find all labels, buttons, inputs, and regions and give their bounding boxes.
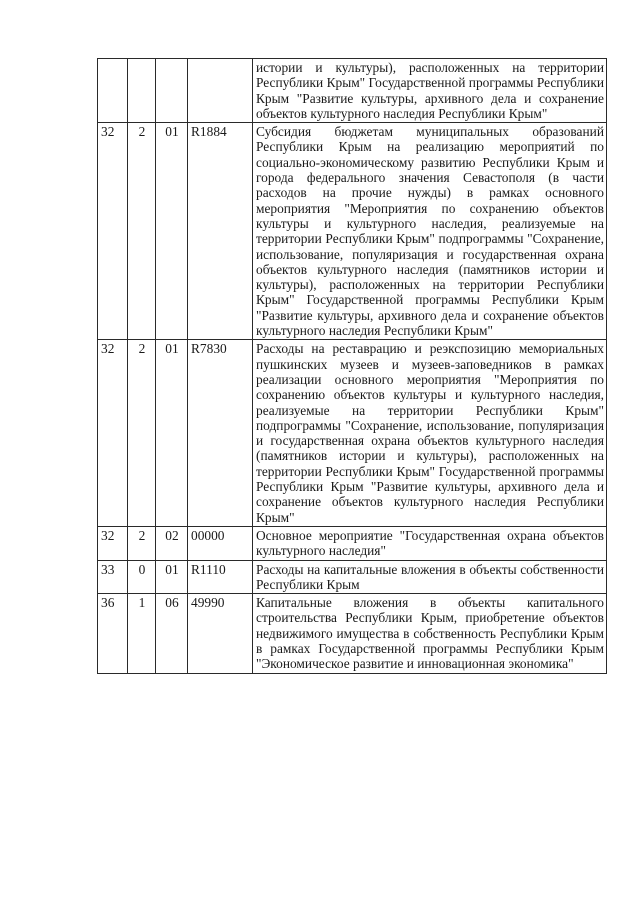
direction-code-cell [188, 59, 253, 123]
program-code-cell [98, 59, 128, 123]
subprogram-code-cell: 2 [128, 123, 156, 340]
description-cell: Расходы на реставрацию и реэкспозицию мемориальных пушкинских музеев и музеев-заповедников в рамках реализации основного мероприятия "Мероприятия по сохранению объектов культуры и культурного наследия, реализуемые на территории Республики Крым" подпрограммы "Сохранение, использование, популяризация и государственная охрана объектов культурного наследия (памятников истории и культуры), расположенных на территории Республики Крым" Государственной программы Республики Крым "Развитие культуры, архивного дела и сохранение объектов культурного наследия Республики Крым" [253, 340, 607, 527]
program-code-cell: 32 [98, 526, 128, 560]
direction-code-cell: R7830 [188, 340, 253, 527]
description-cell: истории и культуры), расположенных на территории Республики Крым" Государственной программы Республики Крым "Развитие культуры, архивного дела и сохранение объектов культурного наследия Республики Крым" [253, 59, 607, 123]
subprogram-code-cell: 1 [128, 594, 156, 673]
table-row [98, 123, 607, 340]
table-row [98, 526, 607, 560]
description-cell: Расходы на капитальные вложения в объекты собственности Республики Крым [253, 560, 607, 594]
event-code-cell: 01 [156, 123, 188, 340]
table-row [98, 594, 607, 673]
event-code-cell [156, 59, 188, 123]
table-row [98, 560, 607, 594]
direction-code-cell: R1110 [188, 560, 253, 594]
program-code-cell: 36 [98, 594, 128, 673]
event-code-cell: 02 [156, 526, 188, 560]
subprogram-code-cell: 2 [128, 340, 156, 527]
subprogram-code-cell [128, 59, 156, 123]
event-code-cell: 01 [156, 340, 188, 527]
direction-code-cell: 49990 [188, 594, 253, 673]
event-code-cell: 01 [156, 560, 188, 594]
event-code-cell: 06 [156, 594, 188, 673]
program-code-cell: 32 [98, 340, 128, 527]
description-cell: Субсидия бюджетам муниципальных образований Республики Крым на реализацию мероприятий по социально-экономическому развитию Республики Крым и города федерального значения Севастополя (в части расходов на прочие нужды) в рамках основного мероприятия "Мероприятия по сохранению объектов культуры и культурного наследия, реализуемые на территории Республики Крым" подпрограммы "Сохранение, использование, популяризация и государственная охрана объектов культурного наследия (памятников истории и культуры), расположенных на территории Республики Крым" Государственной программы Республики Крым "Развитие культуры, архивного дела и сохранение объектов культурного наследия Республики Крым" [253, 123, 607, 340]
description-cell: Основное мероприятие "Государственная охрана объектов культурного наследия" [253, 526, 607, 560]
program-code-cell: 33 [98, 560, 128, 594]
table-row [98, 340, 607, 527]
subprogram-code-cell: 0 [128, 560, 156, 594]
program-code-cell: 32 [98, 123, 128, 340]
description-cell: Капитальные вложения в объекты капитального строительства Республики Крым, приобретение объектов недвижимого имущества в собственность Республики Крым в рамках Государственной программы Республики Крым "Экономическое развитие и инновационная экономика" [253, 594, 607, 673]
subprogram-code-cell: 2 [128, 526, 156, 560]
direction-code-cell: 00000 [188, 526, 253, 560]
direction-code-cell: R1884 [188, 123, 253, 340]
table-row [98, 59, 607, 123]
budget-classification-table [97, 58, 607, 674]
